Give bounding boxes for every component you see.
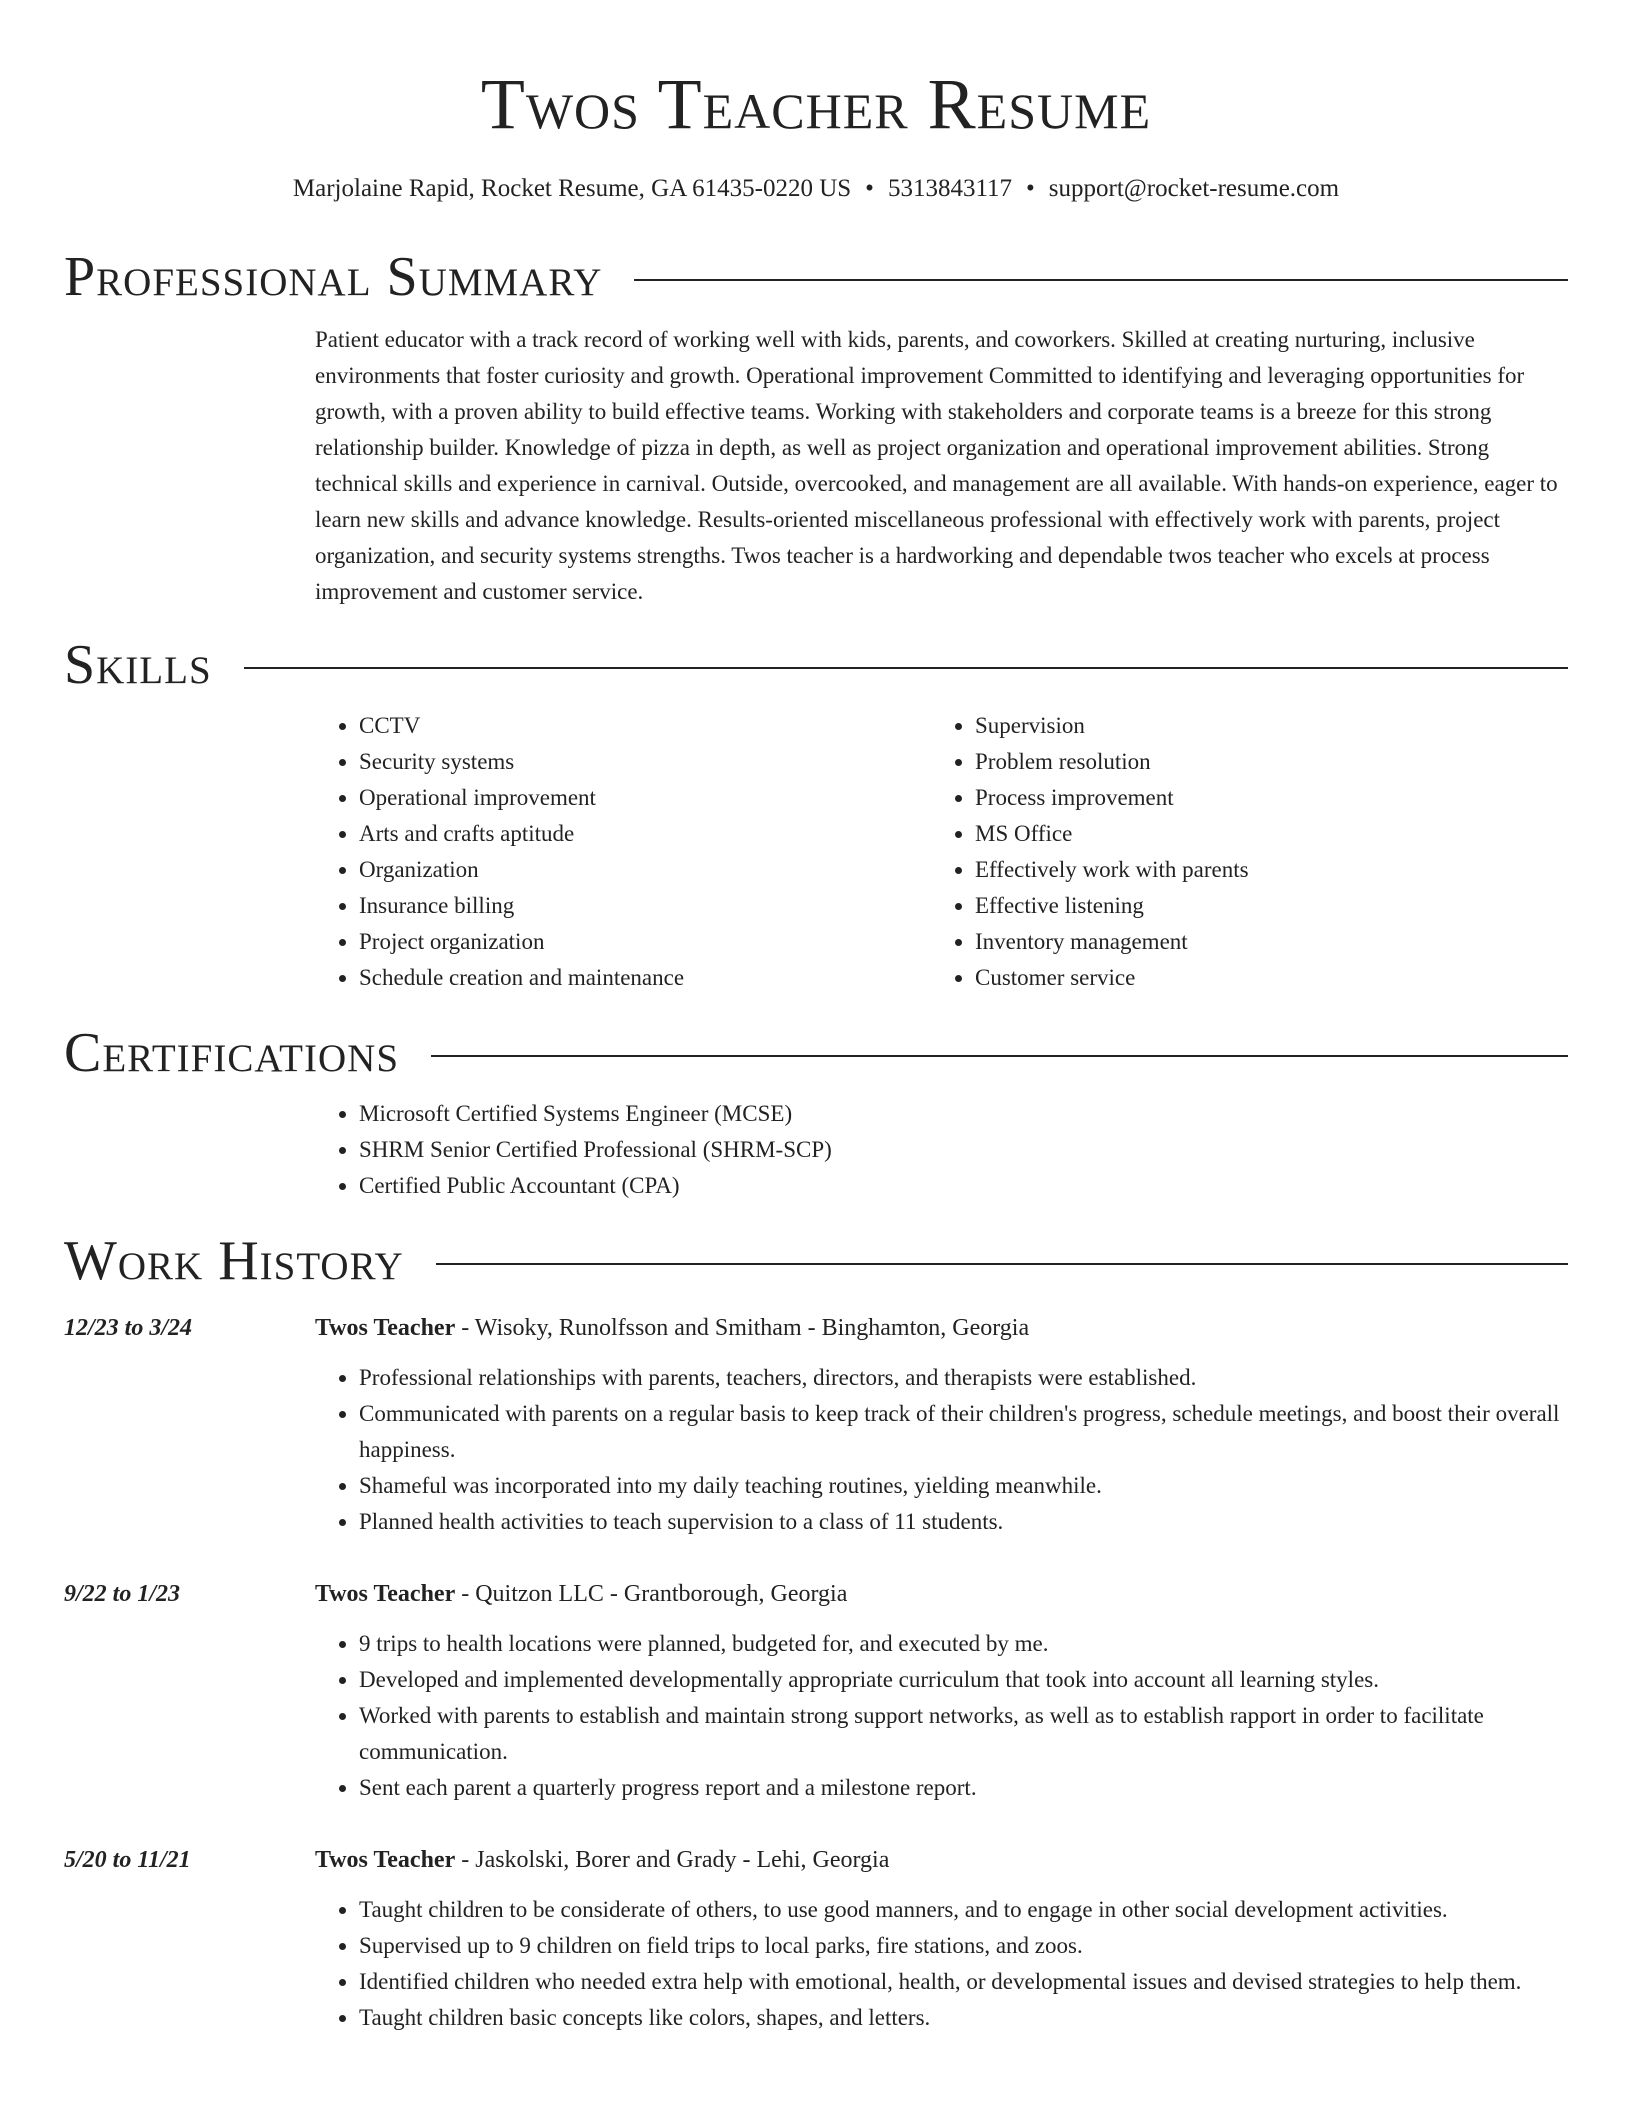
skill-item: • MS Office: [975, 816, 1547, 852]
job-bullet-list: [315, 1360, 1568, 1540]
certification-item: • Microsoft Certified Systems Engineer (MCSE): [359, 1096, 1568, 1132]
skill-item: • Project organization: [359, 924, 931, 960]
job-title: Twos Teacher: [315, 1315, 456, 1341]
resume-page: [64, 0, 1568, 2036]
work-history-section: [64, 1226, 1568, 2036]
skill-item: • Insurance billing: [359, 888, 931, 924]
section-divider: [244, 667, 1568, 669]
skill-item: • Inventory management: [975, 924, 1547, 960]
skills-grid: [315, 708, 1568, 996]
job-entry: [64, 1310, 1568, 1540]
job-bullet-list: [315, 1892, 1568, 2036]
job-bullet: • Shameful was incorporated into my daily teaching routines, yielding meanwhile.: [359, 1468, 1568, 1504]
skill-item: • Supervision: [975, 708, 1547, 744]
section-header: [64, 1018, 1568, 1088]
skills-column-left: [315, 708, 931, 996]
job-title: Twos Teacher: [315, 1847, 456, 1873]
contact-separator: •: [1026, 175, 1035, 202]
job-title: Twos Teacher: [315, 1581, 456, 1607]
contact-email[interactable]: support@rocket-resume.com: [1048, 175, 1340, 202]
job-bullet: • 9 trips to health locations were planned, budgeted for, and executed by me.: [359, 1626, 1568, 1662]
job-dates: 12/23 to 3/24: [64, 1315, 193, 1341]
contact-phone: 5313843117: [887, 175, 1013, 202]
contact-separator: •: [865, 175, 874, 202]
skill-item: • Organization: [359, 852, 931, 888]
skills-column-right: [931, 708, 1547, 996]
job-bullet: • Developed and implemented developmentally appropriate curriculum that took into account all learning styles.: [359, 1662, 1568, 1698]
job-entry: [64, 1576, 1568, 1806]
job-bullet: • Professional relationships with parents, teachers, directors, and therapists were established.: [359, 1360, 1568, 1396]
skill-item: • Operational improvement: [359, 780, 931, 816]
job-bullet: • Communicated with parents on a regular basis to keep track of their children's progress, schedule meetings, and boost their overall happiness.: [359, 1396, 1568, 1468]
section-title-summary: Professional Summary: [64, 246, 603, 308]
skill-item: • Effectively work with parents: [975, 852, 1547, 888]
job-bullet: • Taught children to be considerate of others, to use good manners, and to engage in other social development activities.: [359, 1892, 1568, 1928]
job-employer: - Wisoky, Runolfsson and Smitham - Binghamton, Georgia: [455, 1315, 1030, 1341]
skill-item: • Process improvement: [975, 780, 1547, 816]
section-divider: [436, 1263, 1568, 1265]
skill-item: • Customer service: [975, 960, 1547, 996]
summary-section: [64, 242, 1568, 610]
job-employer: - Quitzon LLC - Grantborough, Georgia: [455, 1581, 848, 1607]
job-bullet: • Sent each parent a quarterly progress report and a milestone report.: [359, 1770, 1568, 1806]
skill-item: • Arts and crafts aptitude: [359, 816, 931, 852]
job-bullet: • Supervised up to 9 children on field trips to local parks, fire stations, and zoos.: [359, 1928, 1568, 1964]
skill-item: • Security systems: [359, 744, 931, 780]
skill-item: • Effective listening: [975, 888, 1547, 924]
section-divider: [634, 279, 1568, 281]
section-title-work-history: Work History: [64, 1230, 404, 1292]
skill-item: • Problem resolution: [975, 744, 1547, 780]
skill-item: • CCTV: [359, 708, 931, 744]
job-bullet: • Worked with parents to establish and maintain strong support networks, as well as to establish rapport in order to facilitate communication.: [359, 1698, 1568, 1770]
section-header: [64, 242, 1568, 312]
job-dates: 9/22 to 1/23: [64, 1581, 181, 1607]
summary-text: Patient educator with a track record of working well with kids, parents, and coworkers. Skilled at creating nurturing, inclusive environments that foster curiosity and growth. Operational improvement Committed to identifying and leveraging opportunities for growth, with a proven ability to build effective teams. Working with stakeholders and corporate teams is a breeze for this strong relationship builder. Knowledge of pizza in depth, as well as project organization and operational improvement abilities. Strong technical skills and experience in carnival. Outside, overcooked, and management are all available. With hands-on experience, eager to learn new skills and advance knowledge. Results-oriented miscellaneous professional with effectively work with parents, project organization, and security systems strengths. Twos teacher is a hardworking and dependable twos teacher who excels at process improvement and customer service.: [315, 327, 1558, 604]
certification-item: • Certified Public Accountant (CPA): [359, 1168, 1568, 1204]
skills-section: [64, 630, 1568, 996]
skill-item: • Schedule creation and maintenance: [359, 960, 931, 996]
job-heading: [315, 1310, 1568, 1346]
contact-address: Marjolaine Rapid, Rocket Resume, GA 61435-0220 US: [292, 175, 852, 202]
job-heading: [315, 1842, 1568, 1878]
job-employer: - Jaskolski, Borer and Grady - Lehi, Georgia: [455, 1847, 890, 1873]
job-dates: 5/20 to 11/21: [64, 1847, 191, 1873]
job-heading: [315, 1576, 1568, 1612]
section-header: [64, 1226, 1568, 1296]
resume-title: Twos Teacher Resume: [480, 64, 1152, 144]
job-bullet: • Planned health activities to teach supervision to a class of 11 students.: [359, 1504, 1568, 1540]
certification-item: • SHRM Senior Certified Professional (SHRM-SCP): [359, 1132, 1568, 1168]
section-header: [64, 630, 1568, 700]
section-title-certifications: Certifications: [64, 1022, 400, 1084]
section-title-skills: Skills: [64, 634, 212, 696]
certification-list: [315, 1096, 1568, 1204]
contact-line: [64, 172, 1568, 206]
job-bullet: • Taught children basic concepts like colors, shapes, and letters.: [359, 2000, 1568, 2036]
section-divider: [431, 1055, 1568, 1057]
certifications-section: [64, 1018, 1568, 1204]
job-bullet: • Identified children who needed extra help with emotional, health, or developmental issues and devised strategies to help them.: [359, 1964, 1568, 2000]
job-entry: [64, 1842, 1568, 2036]
job-bullet-list: [315, 1626, 1568, 1806]
